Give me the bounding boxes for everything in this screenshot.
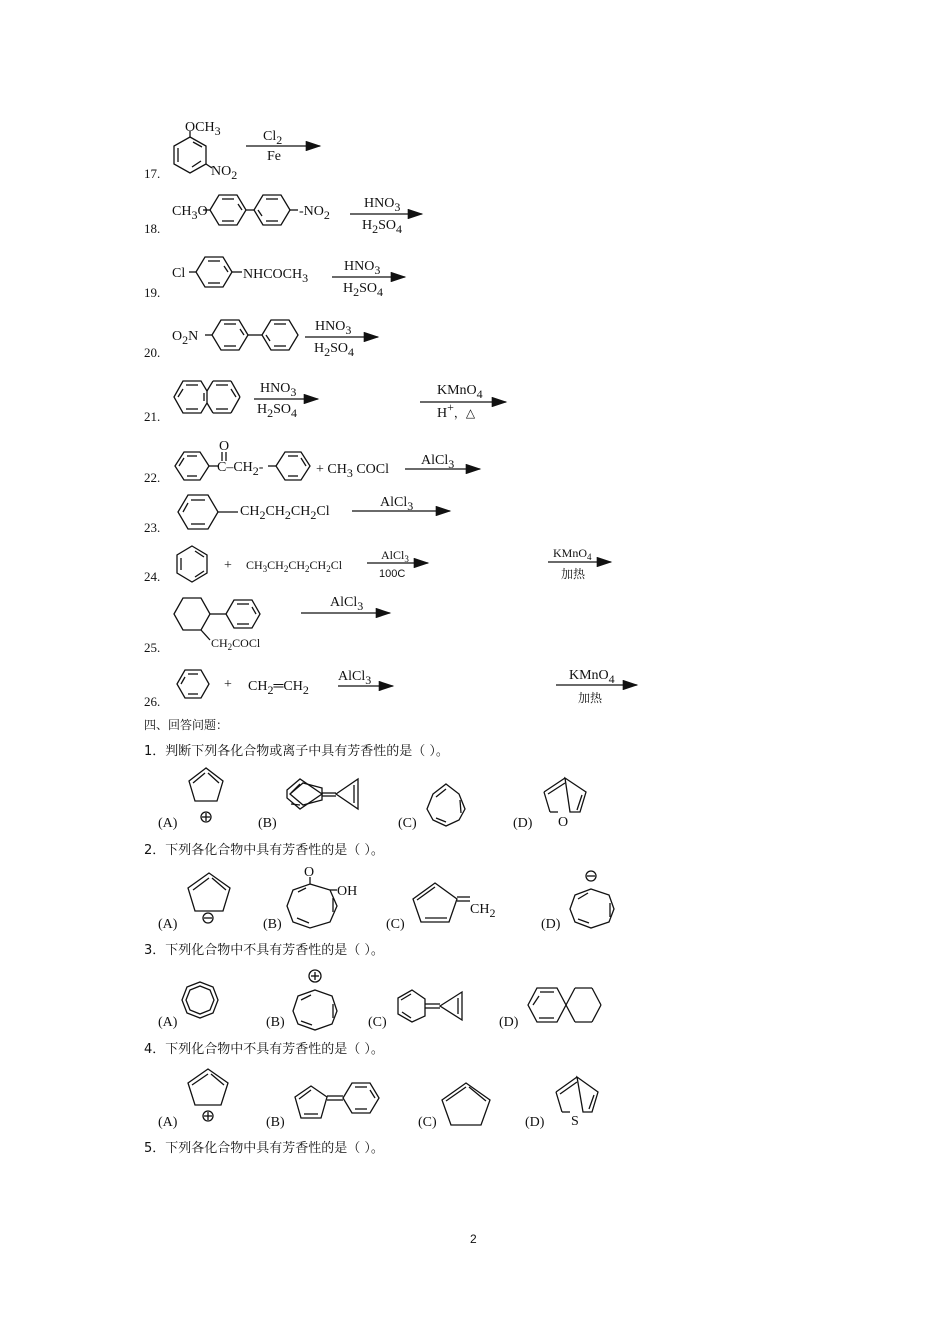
question-2-text: 2．下列各化合物中具有芳香性的是（ ）。 <box>144 843 384 858</box>
rxn-17-substituent-side: NO2 <box>211 164 238 182</box>
q4-structure-c <box>442 1083 490 1125</box>
rxn-18-number: 18. <box>144 221 161 236</box>
rxn-21-number: 21. <box>144 409 161 424</box>
q2-structure-a <box>188 873 230 923</box>
q4-structure-a <box>188 1069 228 1121</box>
q3-option-b: (B) <box>266 1015 285 1030</box>
rxn-26-number: 26. <box>144 694 161 709</box>
rxn-25-number: 25. <box>144 640 161 655</box>
rxn-24-reagent: $CH_3CH_2CH_2CH_2Cl$ <box>246 558 343 574</box>
q1-option-a: (A) <box>158 816 178 831</box>
rxn-22-number: 22. <box>144 470 161 485</box>
rxn-20-left-group: O2N <box>172 329 199 347</box>
biphenyl-18 <box>203 195 298 225</box>
question-5-text: 5．下列各化合物中具有芳香性的是（ ）。 <box>144 1141 384 1156</box>
rxn-19-right-group: NHCOCH3 <box>243 267 309 285</box>
rxn-22-carbonyl-o: O <box>219 439 230 454</box>
rxn-26-oxidant: KMnO4 <box>569 668 615 686</box>
rxn-19-number: 19. <box>144 285 161 300</box>
q2-structure-d <box>570 871 614 928</box>
rxn-23-chain: CH2CH2CH2Cl <box>240 504 330 522</box>
q3-structure-c <box>398 990 462 1022</box>
rxn-17-reagent-top: Cl2 <box>263 129 283 147</box>
q4-sulfur-atom: S <box>571 1114 579 1129</box>
biphenyl-20 <box>205 320 298 350</box>
rxn-17-reagent-bottom: Fe <box>267 149 281 164</box>
q1-option-c: (C) <box>398 816 417 831</box>
rxn-25-side-chain: $CH_2COCl$ <box>211 636 261 652</box>
rxn-22-chain: C–CH2- <box>217 460 264 478</box>
q1-oxygen-atom: O <box>558 815 569 830</box>
q1-structure-b <box>287 779 358 809</box>
rxn-21-oxidant-top: KMnO4 <box>437 383 483 401</box>
rxn-21-reagent-bottom: H2SO4 <box>257 402 298 420</box>
rxn-18-left-group: CH3O <box>172 204 208 222</box>
q4-option-c: (C) <box>418 1115 437 1130</box>
rxn-24-heat: 加热 <box>561 567 586 581</box>
rxn-19-reagent-bottom: H2SO4 <box>343 281 384 299</box>
rxn-22-coreagent: + CH3 COCl <box>316 462 390 480</box>
rxn-20-number: 20. <box>144 345 161 360</box>
rxn-24-number: 24. <box>144 569 161 584</box>
rxn-20-reagent-bottom: H2SO4 <box>314 341 355 359</box>
rxn-26-ethylene: CH2═CH2 <box>248 679 309 697</box>
q4-option-b: (B) <box>266 1115 285 1130</box>
q3-option-d: (D) <box>499 1015 519 1030</box>
question-1-text: 1．判断下列各化合物或离子中具有芳香性的是（ ）。 <box>144 744 449 759</box>
benzene-ring-19 <box>189 257 242 287</box>
q3-option-c: (C) <box>368 1015 387 1030</box>
section-heading: 四、回答问题： <box>144 718 229 732</box>
q2-structure-b <box>287 877 337 928</box>
rxn-18-reagent-bottom: H2SO4 <box>362 218 403 236</box>
rxn-24-catalyst: AlCl$_3$ <box>381 548 409 564</box>
q2-methylene: CH2 <box>470 902 496 920</box>
q2-hydroxyl: OH <box>337 884 358 899</box>
naphthalene-21 <box>174 381 240 413</box>
rxn-17-number: 17. <box>144 166 161 181</box>
benzene-ring-26 <box>177 670 209 698</box>
question-3-text: 3．下列化合物中不具有芳香性的是（ ）。 <box>144 943 384 958</box>
rxn-22-catalyst: AlCl3 <box>421 453 455 471</box>
benzene-ring-23 <box>178 495 238 529</box>
benzene-ring-17 <box>174 131 212 173</box>
rxn-24-oxidant: KMnO$_4$ <box>553 546 592 562</box>
rxn-26-plus: + <box>224 677 232 692</box>
rxn-26-heat: 加热 <box>578 691 603 705</box>
rxn-20-reagent-top: HNO3 <box>315 319 352 337</box>
q4-option-a: (A) <box>158 1115 178 1130</box>
rxn-24-temperature: 100C <box>379 568 406 580</box>
page-number: 2 <box>470 1232 477 1246</box>
q1-structure-a <box>189 768 223 822</box>
q2-carbonyl-o: O <box>304 865 315 880</box>
q1-option-b: (B) <box>258 816 277 831</box>
rxn-25-catalyst: AlCl3 <box>330 595 364 613</box>
q1-structure-c <box>427 784 465 826</box>
question-4-text: 4．下列化合物中不具有芳香性的是（ ）。 <box>144 1042 384 1057</box>
q4-structure-b <box>295 1083 379 1118</box>
q4-structure-d <box>556 1077 598 1112</box>
rxn-24-plus: + <box>224 558 232 573</box>
rxn-17-substituent-top: OCH3 <box>185 120 221 138</box>
q3-structure-d <box>528 988 601 1022</box>
rxn-26-catalyst: AlCl3 <box>338 669 372 687</box>
q2-option-b: (B) <box>263 917 282 932</box>
q3-structure-b <box>293 970 337 1030</box>
rxn-18-right-group: -NO2 <box>299 204 330 222</box>
q1-option-d: (D) <box>513 816 533 831</box>
q2-structure-c <box>413 883 470 922</box>
q1-structure-d <box>544 778 586 812</box>
q2-option-d: (D) <box>541 917 561 932</box>
q2-option-a: (A) <box>158 917 178 932</box>
rxn-23-catalyst: AlCl3 <box>380 495 414 513</box>
rxn-19-left-group: Cl <box>172 266 186 281</box>
q3-structure-a <box>182 982 218 1018</box>
q3-option-a: (A) <box>158 1015 178 1030</box>
cyclohexylbenzene-25 <box>174 598 260 640</box>
rxn-18-reagent-top: HNO3 <box>364 196 401 214</box>
q4-option-d: (D) <box>525 1115 545 1130</box>
benzene-ring-24 <box>177 546 207 582</box>
rxn-19-reagent-top: HNO3 <box>344 259 381 277</box>
rxn-21-oxidant-bottom: H+，△ <box>437 400 476 421</box>
rxn-23-number: 23. <box>144 520 161 535</box>
q2-option-c: (C) <box>386 917 405 932</box>
rxn-21-reagent-top: HNO3 <box>260 381 297 399</box>
